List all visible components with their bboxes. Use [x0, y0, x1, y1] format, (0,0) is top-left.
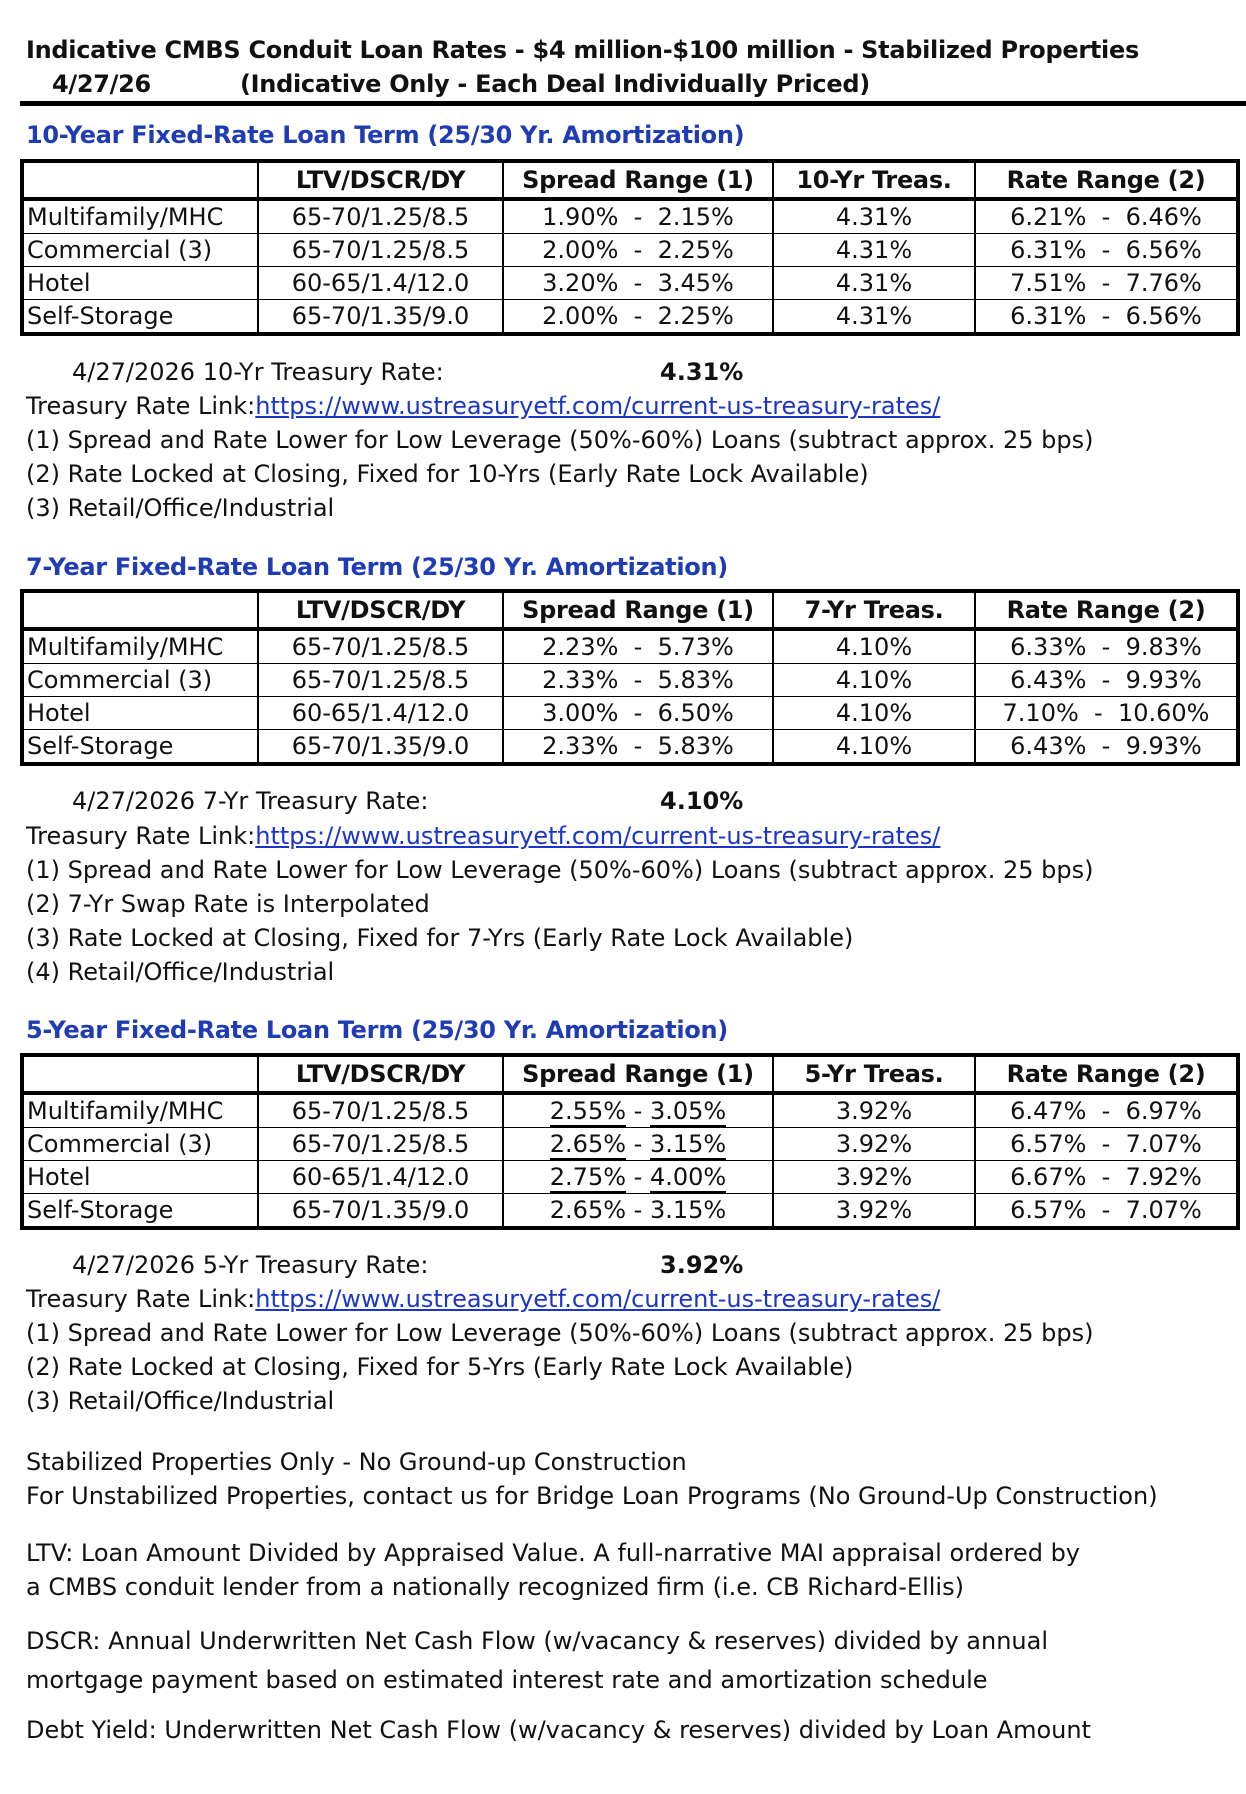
table-row: [22, 1194, 1238, 1229]
ltv-dscr-dy: 60-65/1.4/12.0: [258, 1161, 503, 1194]
footnote: (3) Retail/Office/Industrial: [26, 494, 335, 522]
treasury-rate-link[interactable]: https://www.ustreasuryetf.com/current-us-treasury-rates/: [255, 822, 941, 850]
footnote: (3) Rate Locked at Closing, Fixed for 7-Yrs (Early Rate Lock Available): [26, 924, 854, 952]
property-type: Hotel: [22, 1161, 258, 1194]
spread-range: 3.20% - 3.45%: [503, 267, 773, 300]
ltv-dscr-dy: 60-65/1.4/12.0: [258, 697, 503, 730]
treasury-rate: 4.10%: [773, 664, 975, 697]
footnote: (3) Retail/Office/Industrial: [26, 1387, 335, 1415]
rate-range: 6.31% - 6.56%: [975, 234, 1238, 267]
spread-separator: -: [626, 1130, 650, 1158]
rate-range: 6.47% - 6.97%: [975, 1093, 1238, 1128]
rate-date: 4/27/26: [52, 70, 151, 98]
spread-range: 1.90% - 2.15%: [503, 199, 773, 234]
footnote: (2) Rate Locked at Closing, Fixed for 5-Yrs (Early Rate Lock Available): [26, 1353, 854, 1381]
spread-separator: -: [626, 1196, 650, 1224]
table-header-row: [22, 161, 1238, 199]
rate-range: 6.57% - 7.07%: [975, 1128, 1238, 1161]
spread-high: 3.15%: [650, 1130, 726, 1161]
ltv-dscr-dy: 60-65/1.4/12.0: [258, 267, 503, 300]
spread-range: 2.33% - 5.83%: [503, 730, 773, 765]
treasury-rate-label: 4/27/2026 7-Yr Treasury Rate:: [72, 787, 429, 815]
column-header: 10-Yr Treas.: [773, 161, 975, 199]
rate-range: 6.33% - 9.83%: [975, 629, 1238, 664]
table-row: [22, 199, 1238, 234]
spread-separator: -: [626, 1163, 650, 1191]
column-header: Spread Range (1): [503, 161, 773, 199]
property-type: Self-Storage: [22, 1194, 258, 1229]
column-header: Rate Range (2): [975, 591, 1238, 629]
ltv-dscr-dy: 65-70/1.35/9.0: [258, 1194, 503, 1229]
column-header: LTV/DSCR/DY: [258, 1055, 503, 1093]
treasury-rate: 3.92%: [773, 1161, 975, 1194]
ltv-dscr-dy: 65-70/1.25/8.5: [258, 1128, 503, 1161]
spread-low: 2.65%: [550, 1130, 626, 1161]
treasury-rate-value: 3.92%: [660, 1251, 744, 1279]
ltv-definition-cont: a CMBS conduit lender from a nationally recognized firm (i.e. CB Richard-Ellis): [26, 1573, 964, 1601]
property-type: Multifamily/MHC: [27, 203, 224, 231]
spread-range: 3.00% - 6.50%: [503, 697, 773, 730]
table-row: [22, 1128, 1238, 1161]
rate-range: 6.67% - 7.92%: [975, 1161, 1238, 1194]
treasury-rate: 4.31%: [773, 267, 975, 300]
section-heading-5yr: 5-Year Fixed-Rate Loan Term (25/30 Yr. Amortization): [26, 1016, 728, 1044]
treasury-rate-label: 4/27/2026 5-Yr Treasury Rate:: [72, 1251, 429, 1279]
property-type: Hotel: [22, 697, 258, 730]
spread-low: 2.65%: [549, 1196, 627, 1224]
treasury-rate-link[interactable]: https://www.ustreasuryetf.com/current-us-treasury-rates/: [255, 392, 941, 420]
footnote: (4) Retail/Office/Industrial: [26, 958, 335, 986]
spread-range: [503, 1194, 773, 1229]
property-type: Multifamily/MHC: [27, 633, 224, 661]
treasury-link-label: Treasury Rate Link:: [26, 392, 256, 420]
property-type: Self-Storage: [22, 300, 258, 335]
footnote: (1) Spread and Rate Lower for Low Leverage (50%-60%) Loans (subtract approx. 25 bps): [26, 426, 1094, 454]
section-heading-10yr: 10-Year Fixed-Rate Loan Term (25/30 Yr. Amortization): [26, 121, 745, 149]
ltv-dscr-dy: 65-70/1.25/8.5: [258, 1093, 503, 1128]
section-heading-7yr: 7-Year Fixed-Rate Loan Term (25/30 Yr. Amortization): [26, 553, 728, 581]
property-type: Commercial (3): [22, 664, 258, 697]
treasury-rate: 4.31%: [773, 199, 975, 234]
spread-low: 2.75%: [550, 1163, 626, 1194]
treasury-rate: 3.92%: [773, 1128, 975, 1161]
rate-range: 7.10% - 10.60%: [975, 697, 1238, 730]
column-header: Rate Range (2): [975, 161, 1238, 199]
page-title: Indicative CMBS Conduit Loan Rates - $4 million-$100 million - Stabilized Properties: [26, 36, 1139, 64]
treasury-rate: 4.10%: [773, 697, 975, 730]
treasury-rate-label: 4/27/2026 10-Yr Treasury Rate:: [72, 358, 444, 386]
spread-range: 2.23% - 5.73%: [503, 629, 773, 664]
table-row: [22, 730, 1238, 765]
treasury-link-label: Treasury Rate Link:: [26, 1285, 256, 1313]
property-type: Commercial (3): [22, 1128, 258, 1161]
treasury-link-line: [26, 390, 940, 422]
ltv-dscr-dy: 65-70/1.35/9.0: [258, 300, 503, 335]
column-header: LTV/DSCR/DY: [258, 591, 503, 629]
treasury-rate: 4.31%: [773, 234, 975, 267]
debt-yield-definition: Debt Yield: Underwritten Net Cash Flow (w/vacancy & reserves) divided by Loan Amount: [26, 1716, 1091, 1744]
treasury-rate-value: 4.31%: [660, 358, 744, 386]
treasury-rate: 4.10%: [773, 730, 975, 765]
table-row: [22, 1161, 1238, 1194]
table-row: [22, 697, 1238, 730]
spread-range: 2.33% - 5.83%: [503, 664, 773, 697]
property-type: Commercial (3): [22, 234, 258, 267]
table-header-row: [22, 591, 1238, 629]
treasury-rate: 4.31%: [773, 300, 975, 335]
rate-table-10yr: [20, 159, 1240, 336]
spread-range: [503, 1128, 773, 1161]
rate-table-7yr: [20, 589, 1240, 766]
ltv-dscr-dy: 65-70/1.25/8.5: [258, 629, 503, 664]
treasury-rate-value: 4.10%: [660, 787, 744, 815]
column-header: Spread Range (1): [503, 591, 773, 629]
subtitle-text: (Indicative Only - Each Deal Individually Priced): [240, 70, 870, 98]
footnote: (1) Spread and Rate Lower for Low Leverage (50%-60%) Loans (subtract approx. 25 bps): [26, 1319, 1094, 1347]
property-type: Self-Storage: [22, 730, 258, 765]
table-row: [22, 664, 1238, 697]
ltv-dscr-dy: 65-70/1.25/8.5: [258, 234, 503, 267]
spread-low: 2.55%: [550, 1097, 626, 1128]
column-header: 5-Yr Treas.: [773, 1055, 975, 1093]
ltv-definition: LTV: Loan Amount Divided by Appraised Value. A full-narrative MAI appraisal ordered by: [26, 1539, 1081, 1567]
footnote: (1) Spread and Rate Lower for Low Leverage (50%-60%) Loans (subtract approx. 25 bps): [26, 856, 1094, 884]
treasury-rate: 3.92%: [773, 1093, 975, 1128]
column-header: Spread Range (1): [503, 1055, 773, 1093]
ltv-dscr-dy: 65-70/1.25/8.5: [258, 664, 503, 697]
rate-range: 6.43% - 9.93%: [975, 730, 1238, 765]
rate-range: 6.43% - 9.93%: [975, 664, 1238, 697]
column-header: [22, 591, 258, 629]
column-header: [22, 1055, 258, 1093]
treasury-rate: 3.92%: [773, 1194, 975, 1229]
spread-range: [503, 1161, 773, 1194]
header-divider: [20, 101, 1246, 106]
treasury-rate-link[interactable]: https://www.ustreasuryetf.com/current-us-treasury-rates/: [255, 1285, 941, 1313]
ltv-dscr-dy: 65-70/1.35/9.0: [258, 730, 503, 765]
footnote: (2) 7-Yr Swap Rate is Interpolated: [26, 890, 430, 918]
bridge-loan-note: For Unstabilized Properties, contact us for Bridge Loan Programs (No Ground-Up Construction): [26, 1482, 1158, 1510]
spread-range: [503, 1093, 773, 1128]
stabilized-note: Stabilized Properties Only - No Ground-up Construction: [26, 1448, 687, 1476]
dscr-definition: DSCR: Annual Underwritten Net Cash Flow (w/vacancy & reserves) divided by annual: [26, 1627, 1048, 1655]
table-row: [22, 300, 1238, 335]
table-row: [22, 629, 1238, 664]
column-header: Rate Range (2): [975, 1055, 1238, 1093]
page-subtitle: [26, 68, 870, 100]
spread-high: 4.00%: [650, 1163, 726, 1194]
spread-separator: -: [626, 1097, 650, 1125]
column-header: LTV/DSCR/DY: [258, 161, 503, 199]
treasury-rate: 4.10%: [773, 629, 975, 664]
dscr-definition-cont: mortgage payment based on estimated interest rate and amortization schedule: [26, 1666, 988, 1694]
spread-range: 2.00% - 2.25%: [503, 234, 773, 267]
treasury-link-line: [26, 1283, 940, 1315]
treasury-link-label: Treasury Rate Link:: [26, 822, 256, 850]
column-header: 7-Yr Treas.: [773, 591, 975, 629]
table-header-row: [22, 1055, 1238, 1093]
table-row: [22, 234, 1238, 267]
table-row: [22, 267, 1238, 300]
rate-table-5yr: [20, 1053, 1240, 1230]
column-header: [22, 161, 258, 199]
table-row: [22, 1093, 1238, 1128]
footnote: (2) Rate Locked at Closing, Fixed for 10-Yrs (Early Rate Lock Available): [26, 460, 869, 488]
rate-range: 6.21% - 6.46%: [975, 199, 1238, 234]
spread-high: 3.05%: [650, 1097, 726, 1128]
spread-range: 2.00% - 2.25%: [503, 300, 773, 335]
property-type: Hotel: [22, 267, 258, 300]
spread-high: 3.15%: [649, 1196, 727, 1224]
ltv-dscr-dy: 65-70/1.25/8.5: [258, 199, 503, 234]
treasury-link-line: [26, 820, 940, 852]
rate-range: 7.51% - 7.76%: [975, 267, 1238, 300]
rate-range: 6.57% - 7.07%: [975, 1194, 1238, 1229]
rate-range: 6.31% - 6.56%: [975, 300, 1238, 335]
property-type: Multifamily/MHC: [27, 1097, 224, 1125]
